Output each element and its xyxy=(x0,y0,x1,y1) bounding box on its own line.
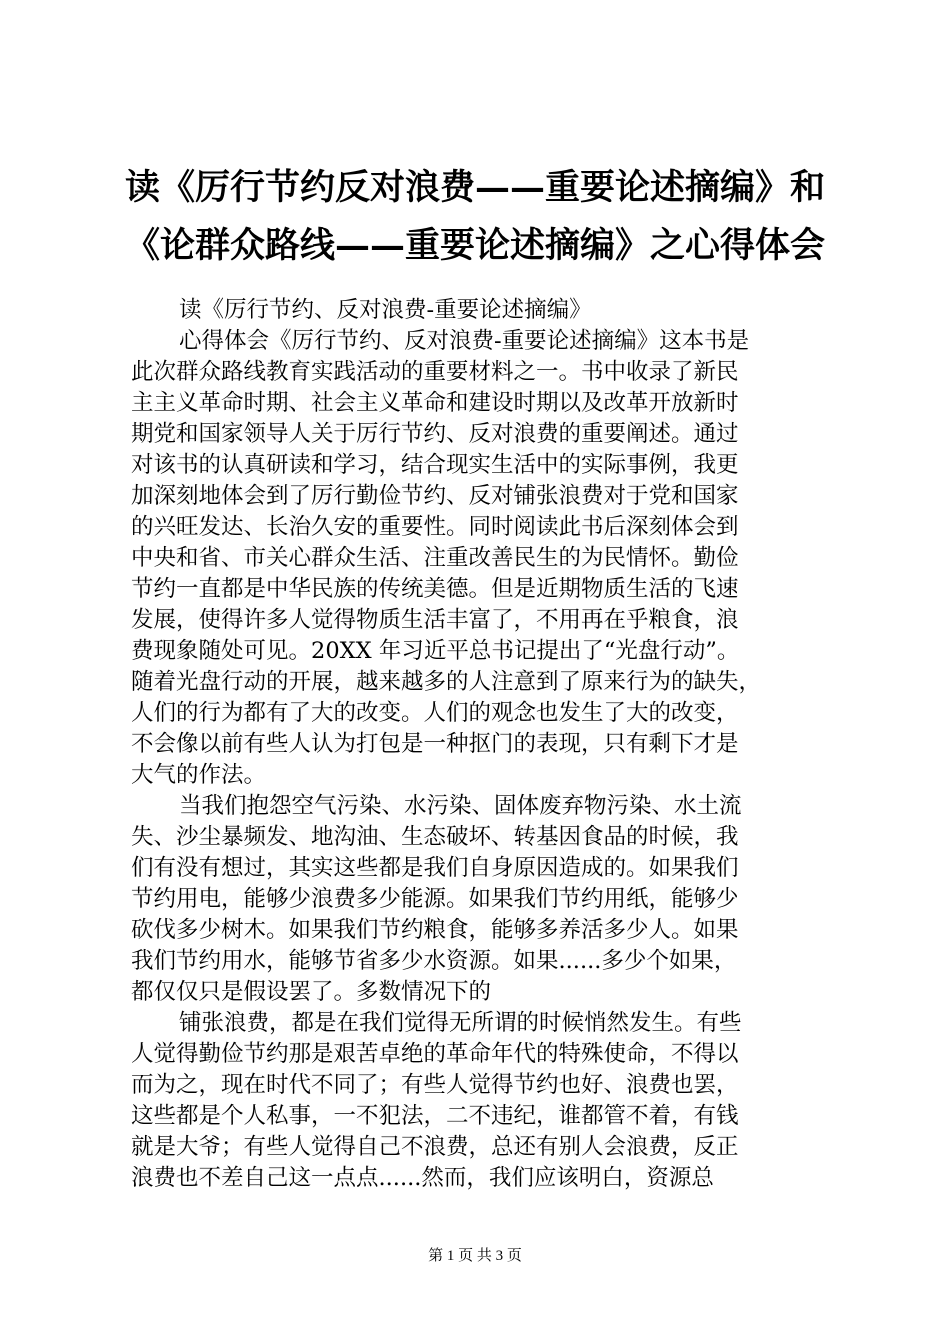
paragraph-line: 发展，使得许多人觉得物质生活丰富了，不用再在乎粮食，浪 xyxy=(131,607,739,633)
paragraph-line: 中央和省、市关心群众生活、注重改善民生的为民情怀。勤俭 xyxy=(131,545,739,571)
paragraph-line: 的兴旺发达、长治久安的重要性。同时阅读此书后深刻体会到 xyxy=(131,514,739,540)
paragraph-line: 节约一直都是中华民族的传统美德。但是近期物质生活的飞速 xyxy=(131,576,739,602)
paragraph-line: 期党和国家领导人关于厉行节约、反对浪费的重要阐述。通过 xyxy=(131,421,739,447)
paragraph-line: 当我们抱怨空气污染、水污染、固体废弃物污染、水土流 xyxy=(179,793,742,819)
page-footer: 第 1 页 共 3 页 xyxy=(428,1248,522,1264)
paragraph-line: 我们节约用水，能够节省多少水资源。如果......多少个如果， xyxy=(131,948,737,974)
document-title-line-2: 《论群众路线——重要论述摘编》之心得体会 xyxy=(124,225,825,266)
paragraph-line: 都仅仅只是假设罢了。多数情况下的 xyxy=(131,979,492,1005)
paragraph-line: 这些都是个人私事，一不犯法，二不违纪，谁都管不着，有钱 xyxy=(131,1103,739,1129)
paragraph-line: 铺张浪费，都是在我们觉得无所谓的时候悄然发生。有些 xyxy=(179,1010,742,1036)
document-body xyxy=(131,295,833,1194)
subtitle-line: 读《厉行节约、反对浪费-重要论述摘编》 xyxy=(179,297,592,323)
paragraph-line: 心得体会《厉行节约、反对浪费-重要论述摘编》这本书是 xyxy=(179,328,750,354)
paragraph-line: 大气的作法。 xyxy=(131,762,267,788)
document-title-line-1: 读《厉行节约反对浪费——重要论述摘编》和 xyxy=(124,167,825,208)
paragraph-line: 节约用电，能够少浪费多少能源。如果我们节约用纸，能够少 xyxy=(131,886,739,912)
paragraph-line: 此次群众路线教育实践活动的重要材料之一。书中收录了新民 xyxy=(131,359,739,385)
paragraph-line: 浪费也不差自己这一点点......然而，我们应该明白，资源总 xyxy=(131,1165,714,1191)
paragraph-line: 人们的行为都有了大的改变。人们的观念也发生了大的改变， xyxy=(131,700,739,726)
paragraph-line: 随着光盘行动的开展，越来越多的人注意到了原来行为的缺失， xyxy=(131,669,762,695)
paragraph-line: 不会像以前有些人认为打包是一种抠门的表现，只有剩下才是 xyxy=(131,731,739,757)
paragraph-line: 就是大爷；有些人觉得自己不浪费，总还有别人会浪费，反正 xyxy=(131,1134,739,1160)
paragraph-line: 对该书的认真研读和学习，结合现实生活中的实际事例，我更 xyxy=(131,452,739,478)
paragraph-line: 主主义革命时期、社会主义革命和建设时期以及改革开放新时 xyxy=(131,390,739,416)
paragraph-line: 而为之，现在时代不同了；有些人觉得节约也好、浪费也罢， xyxy=(131,1072,739,1098)
paragraph-line: 人觉得勤俭节约那是艰苦卓绝的革命年代的特殊使命，不得以 xyxy=(131,1041,739,1067)
paragraph-line: 费现象随处可见。20XX 年习近平总书记提出了“光盘行动”。 xyxy=(131,638,740,664)
paragraph-line: 们有没有想过，其实这些都是我们自身原因造成的。如果我们 xyxy=(131,855,739,881)
paragraph-line: 失、沙尘暴频发、地沟油、生态破坏、转基因食品的时候，我 xyxy=(131,824,739,850)
paragraph-line: 加深刻地体会到了厉行勤俭节约、反对铺张浪费对于党和国家 xyxy=(131,483,739,509)
paragraph-line: 砍伐多少树木。如果我们节约粮食，能够多养活多少人。如果 xyxy=(131,917,739,943)
